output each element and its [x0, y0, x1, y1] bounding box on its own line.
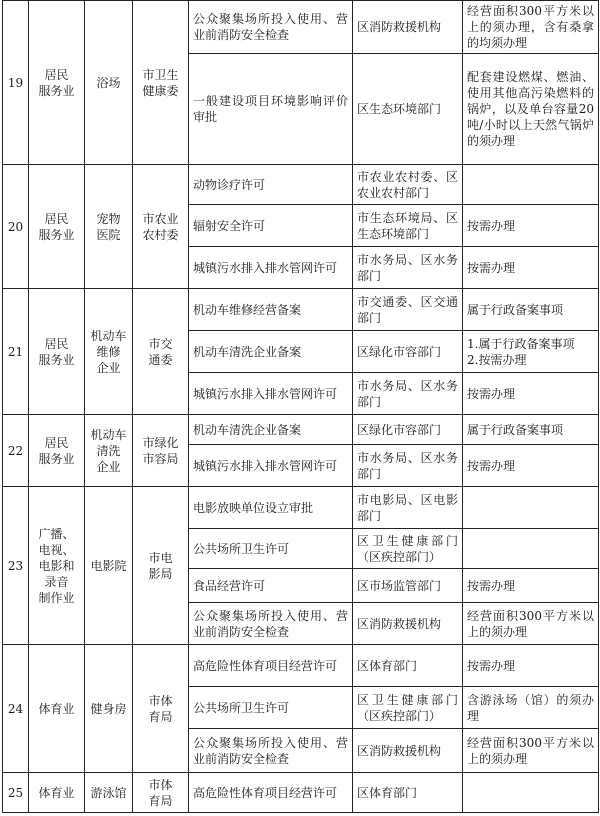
note-cell: 按需办理: [463, 373, 599, 415]
office-cell: 区绿化市容部门: [353, 331, 463, 373]
note-cell: 配套建设燃煤、燃油、使用其他高污染燃料的锅炉，以及单台容量20吨/小时以上天然气锅炉的须办理: [463, 54, 599, 165]
industry-cell: 广播、 电视、 电影和 录音 制作业: [29, 487, 85, 645]
business-type-cell: 宠物 医院: [85, 165, 133, 289]
matter-cell: 高危险性体育项目经营许可: [189, 773, 353, 813]
note-cell: 按需办理: [463, 569, 599, 603]
department-cell: 市体 育局: [133, 773, 189, 813]
matter-cell: 公众聚集场所投入使用、营业前消防安全检查: [189, 1, 353, 54]
office-cell: 区绿化市容部门: [353, 415, 463, 445]
office-cell: 区消防救援机构: [353, 603, 463, 645]
matter-cell: 城镇污水排入排水管网许可: [189, 247, 353, 289]
note-cell: 经营面积300平方米以上的须办理: [463, 603, 599, 645]
row-number: 23: [3, 487, 29, 645]
row-number: 19: [3, 1, 29, 165]
table-row: [3, 1, 599, 54]
matter-cell: 城镇污水排入排水管网许可: [189, 373, 353, 415]
note-cell: 1.属于行政备案事项 2.按需办理: [463, 331, 599, 373]
office-cell: 市水务局、区水务部门: [353, 247, 463, 289]
industry-cell: 居民 服务业: [29, 415, 85, 487]
note-cell: [463, 529, 599, 569]
matter-cell: 公众聚集场所投入使用、营业前消防安全检查: [189, 603, 353, 645]
row-number: 20: [3, 165, 29, 289]
department-cell: 市卫生 健康委: [133, 1, 189, 165]
office-cell: 市电影局、区电影部门: [353, 487, 463, 529]
industry-cell: 居民 服务业: [29, 1, 85, 165]
office-cell: 市交通委、区交通部门: [353, 289, 463, 331]
table-row: [3, 165, 599, 205]
department-cell: 市交 通委: [133, 289, 189, 415]
office-cell: 区市场监管部门: [353, 569, 463, 603]
business-type-cell: 浴场: [85, 1, 133, 165]
matter-cell: 公共场所卫生许可: [189, 687, 353, 729]
office-cell: 区卫生健康部门（区疾控部门）: [353, 529, 463, 569]
note-cell: [463, 165, 599, 205]
business-type-cell: 机动车 清洗 企业: [85, 415, 133, 487]
industry-cell: 居民 服务业: [29, 165, 85, 289]
note-cell: 属于行政备案事项: [463, 289, 599, 331]
industry-cell: 居民 服务业: [29, 289, 85, 415]
business-type-cell: 游泳馆: [85, 773, 133, 813]
matter-cell: 一般建设项目环境影响评价审批: [189, 54, 353, 165]
business-permit-table: [2, 0, 599, 813]
department-cell: 市绿化 市容局: [133, 415, 189, 487]
office-cell: 区卫生健康部门（区疾控部门）: [353, 687, 463, 729]
department-cell: 市农业 农村委: [133, 165, 189, 289]
note-cell: 按需办理: [463, 205, 599, 247]
matter-cell: 公众聚集场所投入使用、营业前消防安全检查: [189, 729, 353, 773]
office-cell: 市水务局、区水务部门: [353, 445, 463, 487]
row-number: 24: [3, 645, 29, 773]
matter-cell: 机动车清洗企业备案: [189, 331, 353, 373]
matter-cell: 高危险性体育项目经营许可: [189, 645, 353, 687]
matter-cell: 电影放映单位设立审批: [189, 487, 353, 529]
office-cell: 区体育部门: [353, 773, 463, 813]
note-cell: 按需办理: [463, 445, 599, 487]
table-body: [3, 1, 599, 813]
matter-cell: 公共场所卫生许可: [189, 529, 353, 569]
table-row: [3, 487, 599, 529]
note-cell: 按需办理: [463, 247, 599, 289]
table-row: [3, 773, 599, 813]
matter-cell: 机动车清洗企业备案: [189, 415, 353, 445]
matter-cell: 城镇污水排入排水管网许可: [189, 445, 353, 487]
office-cell: 区消防救援机构: [353, 1, 463, 54]
table-row: [3, 645, 599, 687]
business-type-cell: 机动车 维修 企业: [85, 289, 133, 415]
office-cell: 市生态环境局、区生态环境部门: [353, 205, 463, 247]
matter-cell: 机动车维修经营备案: [189, 289, 353, 331]
office-cell: 市水务局、区水务部门: [353, 373, 463, 415]
matter-cell: 动物诊疗许可: [189, 165, 353, 205]
matter-cell: 辐射安全许可: [189, 205, 353, 247]
table-row: [3, 289, 599, 331]
business-type-cell: 电影院: [85, 487, 133, 645]
business-type-cell: 健身房: [85, 645, 133, 773]
table-row: [3, 415, 599, 445]
row-number: 21: [3, 289, 29, 415]
office-cell: 区生态环境部门: [353, 54, 463, 165]
note-cell: [463, 773, 599, 813]
note-cell: [463, 487, 599, 529]
industry-cell: 体育业: [29, 773, 85, 813]
office-cell: 区体育部门: [353, 645, 463, 687]
note-cell: 属于行政备案事项: [463, 415, 599, 445]
note-cell: 含游泳场（馆）的须办理: [463, 687, 599, 729]
row-number: 22: [3, 415, 29, 487]
industry-cell: 体育业: [29, 645, 85, 773]
matter-cell: 食品经营许可: [189, 569, 353, 603]
department-cell: 市体 育局: [133, 645, 189, 773]
note-cell: 经营面积300平方米以上的须办理: [463, 729, 599, 773]
office-cell: 区消防救援机构: [353, 729, 463, 773]
office-cell: 市农业农村委、区农业农村部门: [353, 165, 463, 205]
note-cell: 按需办理: [463, 645, 599, 687]
note-cell: 经营面积300平方米以上的须办理，含有桑拿的均须办理: [463, 1, 599, 54]
row-number: 25: [3, 773, 29, 813]
department-cell: 市电 影局: [133, 487, 189, 645]
